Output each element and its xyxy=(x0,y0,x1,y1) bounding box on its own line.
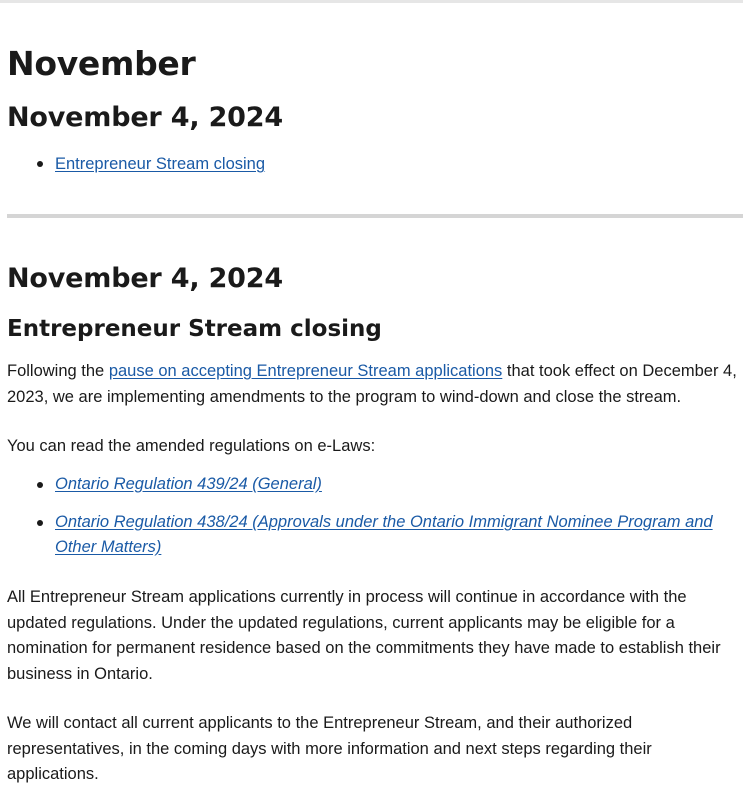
applications-paragraph: All Entrepreneur Stream applications currently in process will continue in accordance with the updated regulations. Under the updated regulations, current applicants may be eligible for a nomination for permanent residence based on the commitments they have made to establish their business in Ontario. xyxy=(7,588,721,683)
regulations-list xyxy=(7,472,740,573)
toc-link-entrepreneur-stream-closing[interactable]: Entrepreneur Stream closing xyxy=(55,155,266,173)
regulation-list-item xyxy=(55,510,740,560)
intro-text-after: that took effect on December 4, 2023, we are implementing amendments to the program to wind-down and close the stream. xyxy=(7,362,737,406)
section-divider xyxy=(7,214,743,218)
article-title: Entrepreneur Stream closing xyxy=(7,316,382,342)
elaws-paragraph: You can read the amended regulations on e-Laws: xyxy=(7,437,376,455)
intro-text-before: Following the xyxy=(7,362,109,380)
toc-date-heading: November 4, 2024 xyxy=(7,102,283,133)
toc-list-item xyxy=(55,152,265,176)
regulation-439-24-link[interactable]: Ontario Regulation 439/24 (General) xyxy=(55,475,322,493)
regulation-list-item xyxy=(55,472,740,497)
pause-applications-link[interactable]: pause on accepting Entrepreneur Stream applications xyxy=(108,362,503,380)
top-border xyxy=(0,0,743,3)
intro-paragraph xyxy=(7,359,740,410)
month-heading: November xyxy=(7,44,196,83)
regulation-438-24-link[interactable]: Ontario Regulation 438/24 (Approvals under the Ontario Immigrant Nominee Program and Other Matters) xyxy=(55,513,713,556)
contact-paragraph: We will contact all current applicants to the Entrepreneur Stream, and their authorized representatives, in the coming days with more information and next steps regarding their applications. xyxy=(7,714,652,783)
toc-list xyxy=(7,152,265,176)
article-date-heading: November 4, 2024 xyxy=(7,263,283,294)
